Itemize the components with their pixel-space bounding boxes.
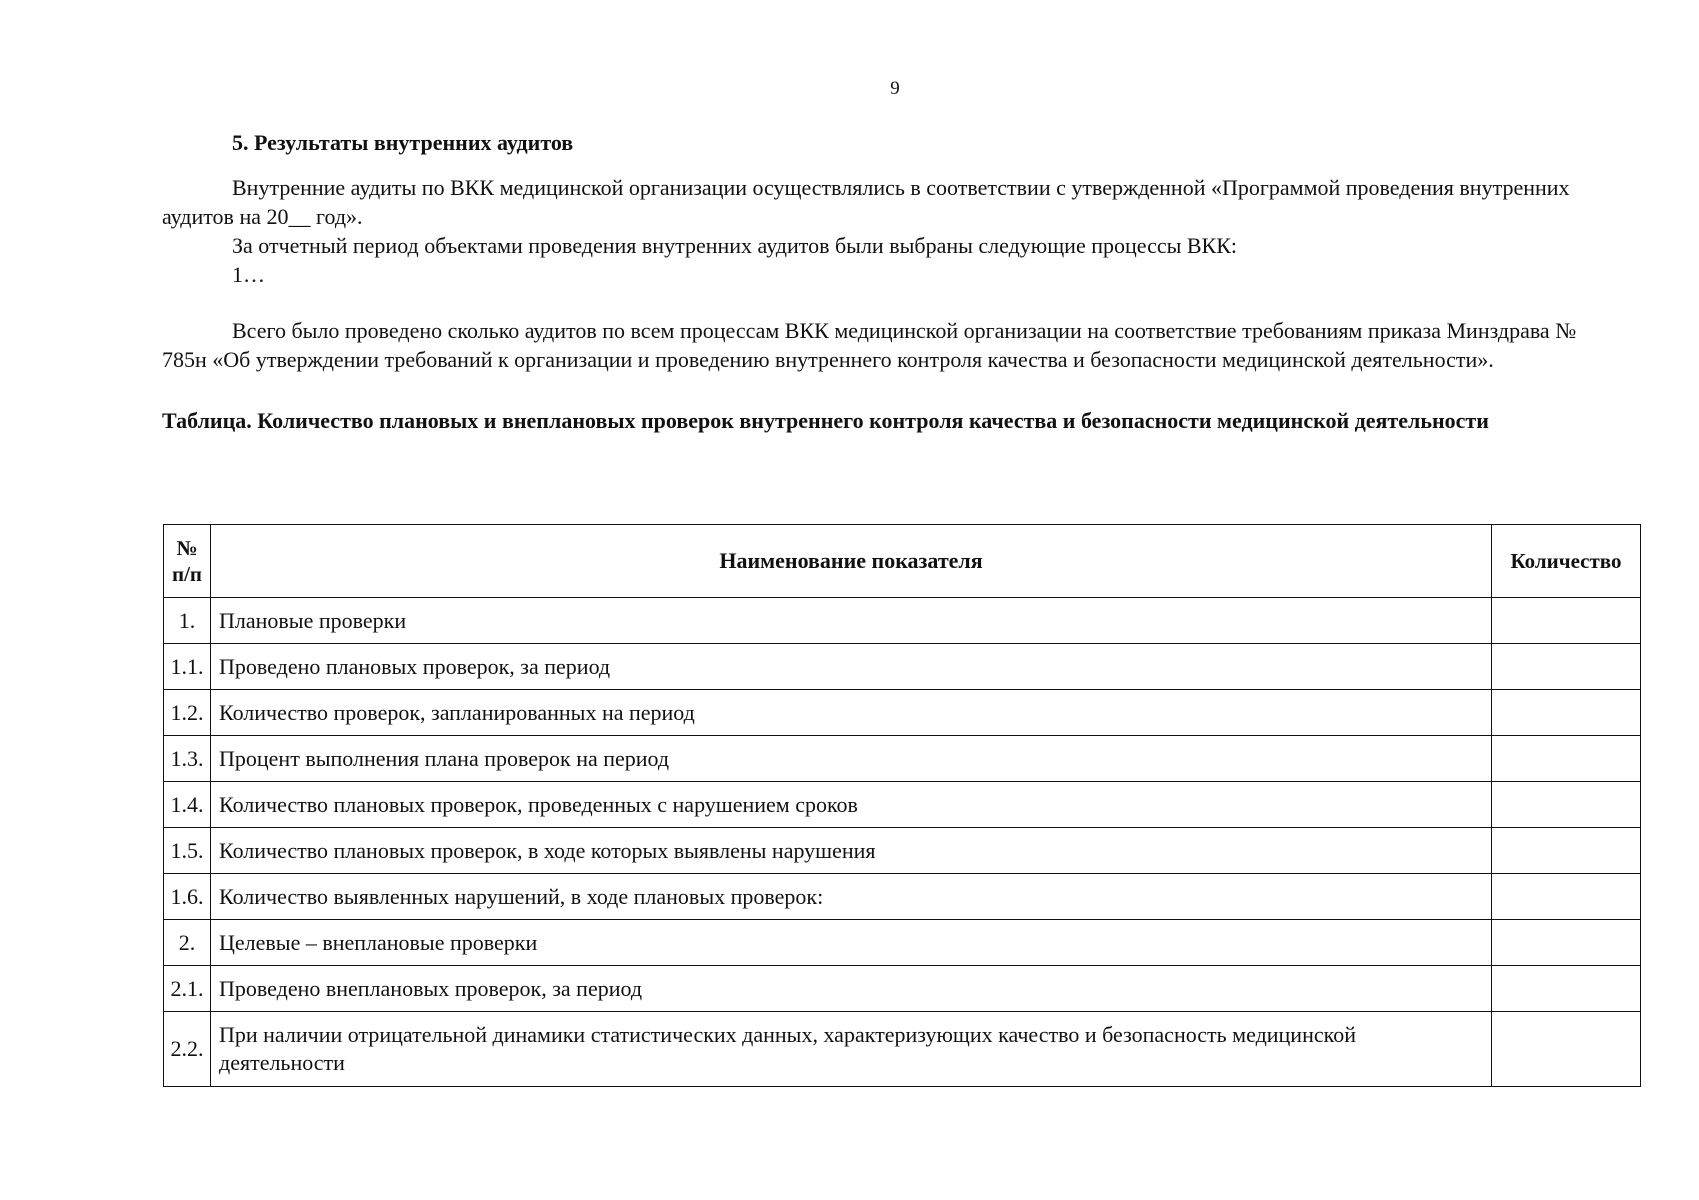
table-row [164, 736, 1641, 782]
row-name: Количество плановых проверок, проведенных с нарушением сроков [211, 782, 1492, 828]
section-heading: 5. Результаты внутренних аудитов [232, 130, 574, 155]
row-num: 1. [164, 598, 211, 644]
row-qty [1492, 1012, 1641, 1087]
table-row [164, 782, 1641, 828]
row-name: Количество выявленных нарушений, в ходе плановых проверок: [211, 874, 1492, 920]
header-qty: Количество [1492, 525, 1641, 598]
table-row [164, 874, 1641, 920]
table-row [164, 1012, 1641, 1087]
row-qty [1492, 644, 1641, 690]
row-qty [1492, 690, 1641, 736]
paragraph-audit-program: Внутренние аудиты по ВКК медицинской организации осуществлялись в соответствии с утвержденной «Программой проведения внутренних аудитов на 20__ год». [162, 175, 1570, 229]
table-header-row [164, 525, 1641, 598]
row-num: 2.2. [164, 1012, 211, 1087]
row-num: 1.3. [164, 736, 211, 782]
row-qty [1492, 598, 1641, 644]
paragraph-audit-total: Всего было проведено сколько аудитов по всем процессам ВКК медицинской организации на соответствие требованиям приказа Минздрава № 785н «Об утверждении требований к организации и проведению внутреннего контроля качества и безопасности медицинской деятельности». [162, 318, 1577, 372]
row-qty [1492, 828, 1641, 874]
row-num: 1.1. [164, 644, 211, 690]
list-item: 1… [232, 262, 265, 287]
table-row [164, 598, 1641, 644]
row-name: При наличии отрицательной динамики статистических данных, характеризующих качество и безопасность медицинской деятельности [211, 1012, 1492, 1087]
row-name: Проведено плановых проверок, за период [211, 644, 1492, 690]
table-row [164, 828, 1641, 874]
row-name: Количество плановых проверок, в ходе которых выявлены нарушения [211, 828, 1492, 874]
checks-table [163, 524, 1641, 1087]
row-num: 1.5. [164, 828, 211, 874]
row-name: Процент выполнения плана проверок на период [211, 736, 1492, 782]
table-row [164, 966, 1641, 1012]
document-body [162, 128, 1622, 435]
row-qty [1492, 920, 1641, 966]
row-name: Плановые проверки [211, 598, 1492, 644]
table-row [164, 690, 1641, 736]
table-caption: Таблица. Количество плановых и внеплановых проверок внутреннего контроля качества и безопасности медицинской деятельности [162, 408, 1489, 433]
row-num: 1.6. [164, 874, 211, 920]
row-qty [1492, 966, 1641, 1012]
row-num: 2. [164, 920, 211, 966]
row-qty [1492, 782, 1641, 828]
row-name: Проведено внеплановых проверок, за период [211, 966, 1492, 1012]
header-num: № п/п [164, 525, 211, 598]
row-num: 1.4. [164, 782, 211, 828]
row-qty [1492, 874, 1641, 920]
table-row [164, 644, 1641, 690]
table-row [164, 920, 1641, 966]
row-qty [1492, 736, 1641, 782]
header-name: Наименование показателя [211, 525, 1492, 598]
page-number: 9 [890, 78, 900, 99]
row-num: 1.2. [164, 690, 211, 736]
row-name: Количество проверок, запланированных на период [211, 690, 1492, 736]
row-num: 2.1. [164, 966, 211, 1012]
row-name: Целевые – внеплановые проверки [211, 920, 1492, 966]
paragraph-audit-objects: За отчетный период объектами проведения внутренних аудитов были выбраны следующие процессы ВКК: [232, 233, 1238, 258]
